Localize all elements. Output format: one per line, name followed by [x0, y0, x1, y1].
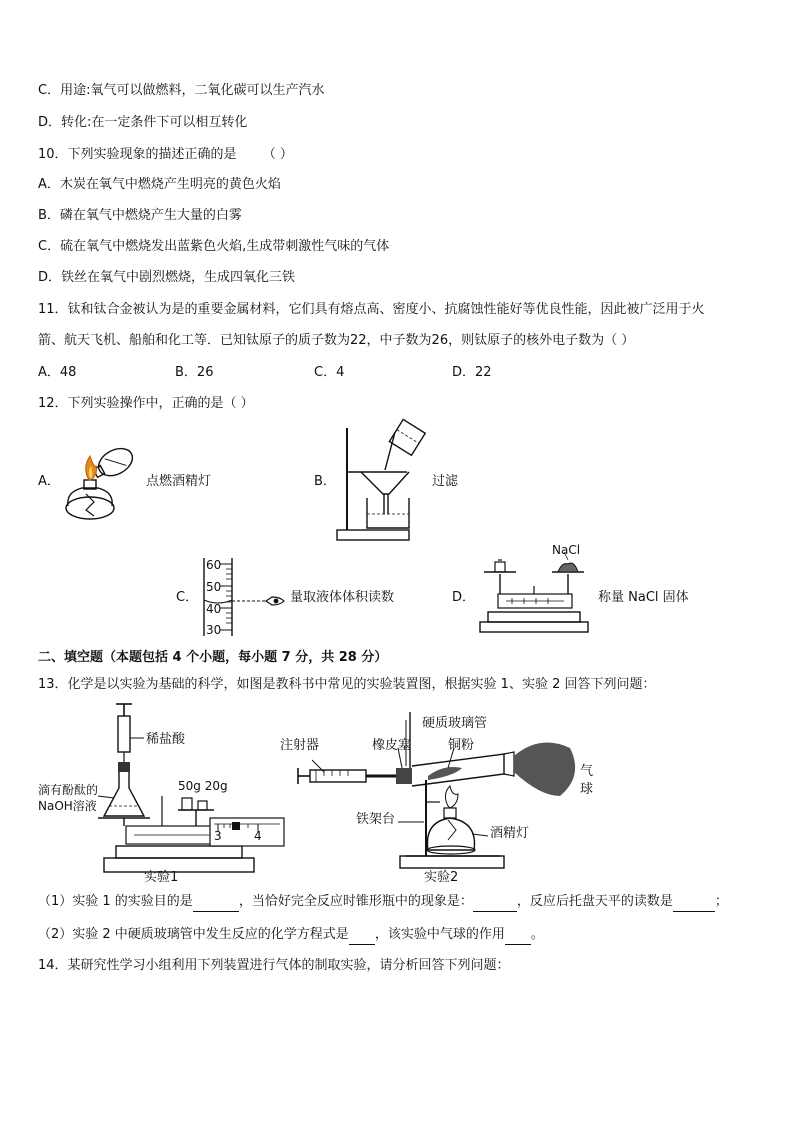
- graduated-cylinder-figure: [200, 556, 288, 638]
- q10-option-c: C．硫在氧气中燃烧发出蓝紫色火焰,生成带刺激性气味的气体: [38, 239, 390, 254]
- q12-a-caption: 点燃酒精灯: [146, 474, 212, 489]
- q12-d-caption: 称量 NaCl 固体: [598, 590, 689, 605]
- q12-d-letter: D．: [452, 590, 476, 605]
- cylinder-tick-60: 60: [206, 558, 222, 572]
- label-phenolphthalein: 滴有酚酞的: [38, 783, 99, 797]
- label-balloon-2: 球: [580, 782, 594, 797]
- q11-option-c: C．4: [314, 365, 345, 380]
- q12-c-letter: C．: [176, 590, 199, 605]
- label-iron-stand: 铁架台: [356, 812, 396, 827]
- q12-c-caption: 量取液体体积读数: [290, 590, 395, 605]
- q13-subquestion-2: [38, 925, 544, 945]
- q10-option-a: A．木炭在氧气中燃烧产生明亮的黄色火焰: [38, 177, 281, 192]
- label-rubber-stopper: 橡皮塞: [372, 738, 412, 753]
- experiment-2-caption: 实验2: [424, 870, 459, 885]
- label-dilute-hcl: 稀盐酸: [146, 732, 186, 747]
- q11-stem-line2: 箭、航天飞机、船舶和化工等．已知钛原子的质子数为22，中子数为26，则钛原子的核外电子数为（ ）: [38, 333, 635, 348]
- cylinder-tick-30: 30: [206, 623, 222, 637]
- q13-sub2-text-a: （2）实验 2 中硬质玻璃管中发生反应的化学方程式是: [38, 927, 349, 942]
- scale-mark-4: 4: [254, 829, 262, 843]
- q13-subquestion-1: [38, 892, 728, 912]
- experiment-2-figure: [278, 710, 596, 888]
- q10-stem-text: 10．下列实验现象的描述正确的是: [38, 147, 237, 162]
- q11-stem-line1: 11．钛和钛合金被认为是的重要金属材料，它们具有熔点高、密度小、抗腐蚀性能好等优良性能，因此被广泛用于火: [38, 302, 705, 317]
- balance-nacl-figure: [478, 543, 590, 638]
- label-syringe: 注射器: [280, 738, 320, 753]
- section-2-title: 二、填空题（本题包括 4 个小题，每小题 7 分，共 28 分）: [38, 650, 388, 665]
- q9-option-d: D．转化:在一定条件下可以相互转化: [38, 115, 248, 130]
- q12-stem: 12．下列实验操作中，正确的是（ ）: [38, 396, 254, 411]
- label-naoh-solution: NaOH溶液: [38, 799, 97, 813]
- q14-stem: 14．某研究性学习小组利用下列装置进行气体的制取实验，请分析回答下列问题：: [38, 958, 510, 973]
- q10-stem: [38, 145, 293, 165]
- q12-b-caption: 过滤: [432, 474, 459, 489]
- q13-sub2-blank-equation[interactable]: [349, 930, 375, 945]
- cylinder-tick-50: 50: [206, 580, 222, 594]
- label-hard-glass-tube: 硬质玻璃管: [422, 716, 488, 731]
- q13-sub1-text-c: ，反应后托盘天平的读数是: [516, 894, 673, 909]
- q13-sub1-text-b: ，当恰好完全反应时锥形瓶中的现象是：: [238, 894, 473, 909]
- q13-sub1-blank-phenomenon[interactable]: [473, 897, 517, 912]
- alcohol-lamp-figure: [60, 436, 144, 528]
- experiment-1-caption: 实验1: [144, 870, 179, 885]
- q10-option-d: D．铁丝在氧气中剧烈燃烧，生成四氧化三铁: [38, 270, 296, 285]
- q10-option-b: B．磷在氧气中燃烧产生大量的白雾: [38, 208, 242, 223]
- q13-sub2-blank-balloon[interactable]: [505, 930, 531, 945]
- q13-stem: 13．化学是以实验为基础的科学，如图是教科书中常见的实验装置图，根据实验 1、实验 2 回答下列问题：: [38, 677, 656, 692]
- q13-sub1-blank-reading[interactable]: [673, 897, 715, 912]
- label-copper-powder: 铜粉: [448, 738, 475, 753]
- nacl-label: NaCl: [552, 543, 581, 557]
- q13-sub1-text-a: （1）实验 1 的实验目的是: [38, 894, 193, 909]
- label-balloon-1: 气: [580, 764, 594, 779]
- label-alcohol-lamp: 酒精灯: [490, 826, 530, 841]
- q11-option-b: B．26: [175, 365, 214, 380]
- cylinder-tick-40: 40: [206, 602, 222, 616]
- q11-option-a: A．48: [38, 365, 77, 380]
- q11-option-d: D．22: [452, 365, 492, 380]
- q13-sub1-text-d: ；: [714, 894, 728, 909]
- experiment-1-figure: [38, 702, 300, 888]
- q9-option-c: C．用途:氧气可以做燃料，二氧化碳可以生产汽水: [38, 83, 325, 98]
- scale-mark-3: 3: [214, 829, 222, 843]
- q12-b-letter: B．: [314, 474, 336, 489]
- q13-sub1-blank-purpose[interactable]: [193, 897, 239, 912]
- q13-sub2-text-c: 。: [530, 927, 544, 942]
- label-weights: 50g 20g: [178, 779, 228, 793]
- filtration-figure: [333, 418, 433, 544]
- q12-a-letter: A．: [38, 474, 60, 489]
- q10-answer-paren: （ ）: [262, 147, 293, 162]
- q13-sub2-text-b: ，该实验中气球的作用: [374, 927, 505, 942]
